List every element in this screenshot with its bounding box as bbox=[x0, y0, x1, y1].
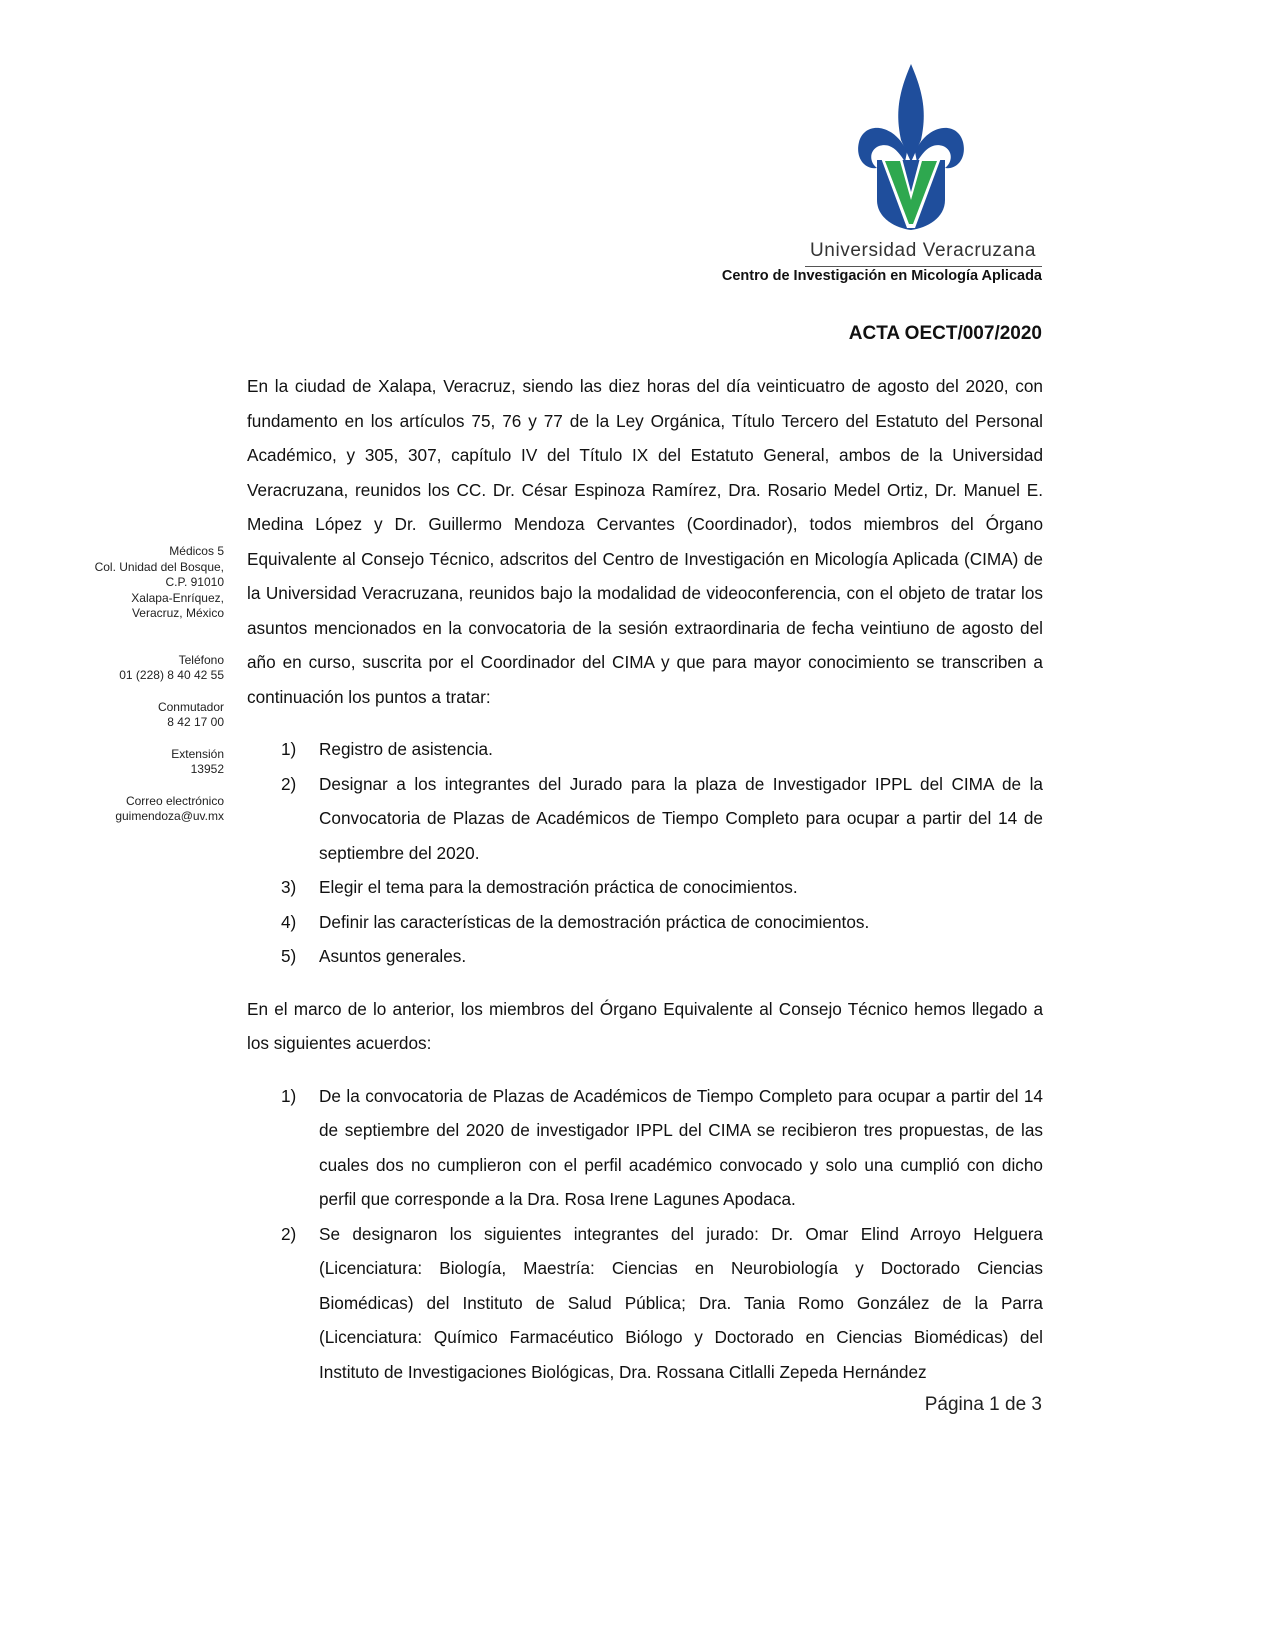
agenda-item-text: Elegir el tema para la demostración práctica de conocimientos. bbox=[319, 877, 798, 897]
address-line: Veracruz, México bbox=[131, 606, 224, 620]
intro-paragraph: En la ciudad de Xalapa, Veracruz, siendo las diez horas del día veinticuatro de agosto del 2020, con fundamento en los artículos 75, 76 y 77 de la Ley Orgánica, Título Tercero del Estatuto del Personal Académico, y 305, 307, capítulo IV del Título IX del Estatuto General, ambos de la Universidad Veracruzana, reunidos los CC. Dr. César Espinoza Ramírez, Dra. Rosario Medel Ortiz, Dr. Manuel E. Medina López y Dr. Guillermo Mendoza Cervantes (Coordinador), todos miembros del Órgano Equivalente al Consejo Técnico, adscritos del Centro de Investigación en Micología Aplicada (CIMA) de la Universidad Veracruzana, reunidos bajo la modalidad de videoconferencia, con el objeto de tratar los asuntos mencionados en la convocatoria de la sesión extraordinaria de fecha veintiuno de agosto del año en curso, suscrita por el Coordinador del CIMA y que para mayor conocimiento se transcriben a continuación los puntos a tratar: bbox=[247, 376, 1043, 707]
acuerdo-item bbox=[247, 1217, 1043, 1390]
agenda-item-number: 1) bbox=[281, 739, 297, 759]
acta-title: ACTA OECT/007/2020 bbox=[848, 323, 1042, 344]
agenda-item-number: 2) bbox=[281, 773, 297, 794]
correo-label: Correo electrónico bbox=[125, 793, 224, 808]
extension-label: Extensión bbox=[171, 746, 224, 761]
conmutador-block bbox=[44, 700, 224, 731]
acuerdo-item-text: De la convocatoria de Plazas de Académicos de Tiempo Completo para ocupar a partir del 14 de septiembre del 2020 de investigador IPPL del CIMA se recibieron tres propuestas, de las cuales dos no cumplieron con el perfil académico convocado y solo una cumplió con dicho perfil que corresponde a la Dra. Rosa Irene Lagunes Apodaca. bbox=[319, 1085, 1043, 1209]
correo-block bbox=[44, 794, 224, 825]
document-body bbox=[247, 369, 1043, 1407]
address-line: Médicos 5 bbox=[169, 544, 224, 558]
agenda-item bbox=[247, 732, 1043, 767]
agenda-item-text: Designar a los integrantes del Jurado para la plaza de Investigador IPPL del CIMA de la Convocatoria de Plazas de Académicos de Tiempo Completo para ocupar a partir del 14 de septiembre del 2020. bbox=[319, 773, 1043, 863]
acuerdo-item-number: 1) bbox=[281, 1085, 297, 1106]
agenda-item-number: 4) bbox=[281, 911, 297, 932]
universidad-veracruzana-logo-icon bbox=[855, 62, 967, 232]
contact-sidebar bbox=[44, 544, 224, 841]
agenda-item bbox=[247, 767, 1043, 871]
telefono-value: 01 (228) 8 40 42 55 bbox=[119, 668, 224, 682]
agenda-item-text: Asuntos generales. bbox=[319, 946, 467, 966]
agenda-item bbox=[247, 939, 1043, 974]
agenda-item bbox=[247, 905, 1043, 940]
agenda-list bbox=[247, 732, 1043, 974]
agenda-item-text: Definir las características de la demostración práctica de conocimientos. bbox=[319, 911, 870, 932]
acuerdo-item-text: Se designaron los siguientes integrantes del jurado: Dr. Omar Elind Arroyo Helguera (Licenciatura: Biología, Maestría: Ciencias en Neurobiología y Doctorado Ciencias Biomédicas) del Instituto de Salud Pública; Dra. Tania Romo González de la Parra (Licenciatura: Químico Farmacéutico Biólogo y Doctorado en Ciencias Biomédicas) del Instituto de Investigaciones Biológicas, Dra. Rossana Citlalli Zepeda Hernández bbox=[319, 1223, 1043, 1382]
extension-value: 13952 bbox=[190, 762, 224, 776]
acuerdo-item-number: 2) bbox=[281, 1223, 297, 1244]
agenda-item-number: 5) bbox=[281, 946, 297, 966]
address-line: C.P. 91010 bbox=[165, 575, 224, 589]
agenda-item-text: Registro de asistencia. bbox=[319, 739, 493, 759]
university-name-rule bbox=[805, 266, 1042, 267]
conmutador-value: 8 42 17 00 bbox=[167, 715, 224, 729]
agenda-item bbox=[247, 870, 1043, 905]
telefono-label: Teléfono bbox=[178, 652, 224, 667]
acuerdos-intro: En el marco de lo anterior, los miembros del Órgano Equivalente al Consejo Técnico hemos llegado a los siguientes acuerdos: bbox=[247, 998, 1043, 1053]
telefono-block bbox=[44, 653, 224, 684]
address-line: Xalapa-Enríquez, bbox=[131, 590, 224, 605]
page-number: Página 1 de 3 bbox=[924, 1394, 1042, 1415]
extension-block bbox=[44, 747, 224, 778]
acuerdo-item bbox=[247, 1079, 1043, 1217]
centro-name: Centro de Investigación en Micología Aplicada bbox=[721, 268, 1042, 284]
acuerdos-list bbox=[247, 1079, 1043, 1390]
address-block bbox=[44, 544, 224, 622]
address-line: Col. Unidad del Bosque, bbox=[94, 559, 224, 574]
correo-value[interactable]: guimendoza@uv.mx bbox=[115, 809, 224, 823]
conmutador-label: Conmutador bbox=[157, 699, 224, 714]
agenda-item-number: 3) bbox=[281, 877, 297, 897]
university-name: Universidad Veracruzana bbox=[809, 240, 1037, 261]
